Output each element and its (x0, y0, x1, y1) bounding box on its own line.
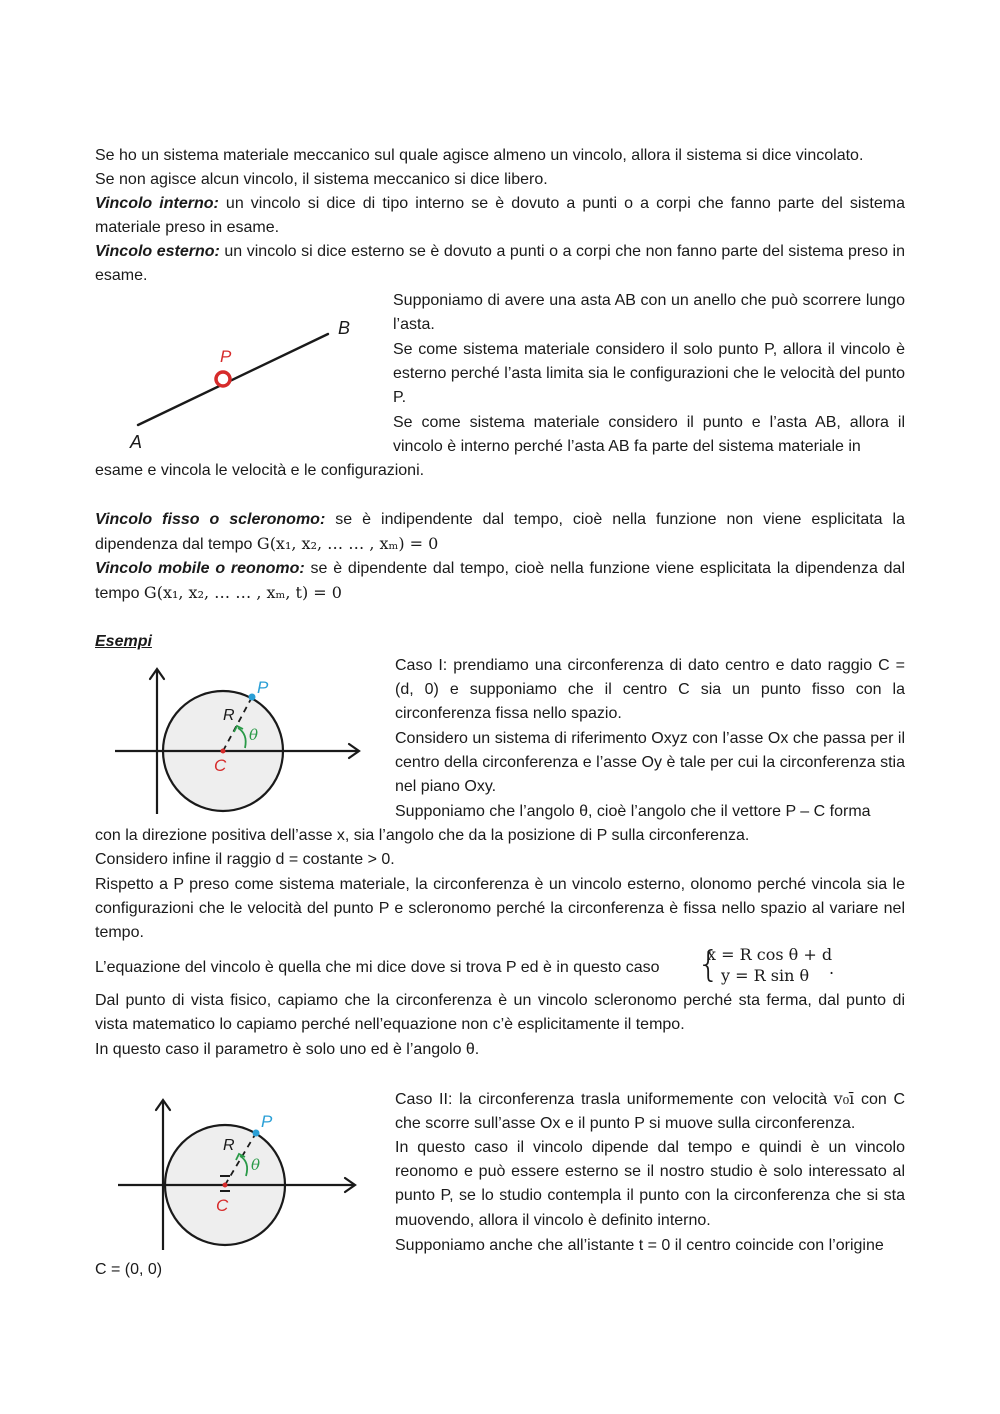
caso1-paragraph-3: Supponiamo che l’angolo θ, cioè l’angolo che il vettore P – C forma (395, 803, 871, 820)
caso2-figure (110, 1092, 370, 1262)
caso1-label-r: R (223, 707, 235, 724)
caso2-paragraph-1 (395, 1087, 905, 1136)
vincolo-fisso-text: se è indipendente dal tempo, cioè nella funzione non viene esplicitata la dipendenza dal tempo (95, 511, 905, 554)
caso2-label-r: R (223, 1137, 235, 1154)
caso2-paragraph-1-b: con C che scorre sull’asse Ox e il punto P si muove sulla circonferenza. (395, 1091, 905, 1133)
asta-paragraph-3: Se come sistema materiale considero il punto e l’asta AB, allora il vincolo è interno perché l’asta AB fa parte del sistema materiale in (393, 414, 905, 456)
caso1-paragraph-6: Dal punto di vista fisico, capiamo che la circonferenza è un vincolo scleronomo perché sta ferma, dal punto di vista matematico lo capiamo perché nell’equazione non c’è esplicitamente il tempo. (95, 992, 905, 1034)
caso1-equation-line-1: x = R cos θ + d (707, 945, 833, 964)
caso1-point-p-icon (249, 694, 256, 701)
intro-line-1: Se ho un sistema materiale meccanico sul quale agisce almeno un vincolo, allora il sistema si dice vincolato. (95, 147, 864, 164)
caso2-paragraph-1-a: Caso II: la circonferenza trasla uniformemente con velocità (395, 1091, 834, 1108)
caso2-label-c: C (216, 1196, 229, 1215)
caso2-label-p: P (261, 1112, 273, 1131)
caso2-velocity: v₀ī (833, 1089, 855, 1108)
caso1-figure (110, 662, 370, 822)
vincolo-mobile-equation: G(x₁, x₂, … … , xₘ, t) = 0 (143, 583, 342, 603)
label-p: P (220, 347, 232, 366)
caso2-paragraph-3: Supponiamo anche che all’istante t = 0 il centro coincide con l’origine (395, 1237, 884, 1254)
vincolo-interno-paragraph (95, 192, 905, 240)
caso1-paragraph-1: Caso I: prendiamo una circonferenza di dato centro e dato raggio C = (d, 0) e supponiamo che il centro C sia un punto fisso con la circonferenza fissa nello spazio. (395, 657, 905, 723)
vincolo-esterno-text: un vincolo si dice esterno se è dovuto a punti o a corpi che non fanno parte del sistema preso in esame. (95, 243, 905, 285)
esempi-heading: Esempi (95, 633, 152, 650)
asta-paragraph-1: Supponiamo di avere una asta AB con un anello che può scorrere lungo l’asta. (393, 292, 905, 334)
caso2-point-p-icon (253, 1130, 260, 1137)
caso1-paragraph-4: Considero infine il raggio d = costante > 0. (95, 851, 395, 868)
caso1-center-icon (221, 749, 226, 754)
intro-line-2: Se non agisce alcun vincolo, il sistema meccanico si dice libero. (95, 171, 548, 188)
vincolo-fisso-term: Vincolo fisso o scleronomo: (95, 511, 326, 528)
vincolo-esterno-paragraph (95, 240, 905, 288)
asta-line (138, 334, 328, 425)
caso2-label-theta: θ (251, 1156, 261, 1174)
caso1-equation-line-2: y = R sin θ (721, 966, 810, 985)
vincolo-mobile-term: Vincolo mobile o reonomo: (95, 560, 305, 577)
asta-figure (120, 310, 370, 460)
caso1-equation-dot: . (829, 959, 835, 978)
caso1-paragraph-7: In questo caso il parametro è solo uno ed è l’angolo θ. (95, 1041, 480, 1058)
label-a: A (130, 432, 143, 452)
caso1-label-c: C (214, 756, 227, 775)
caso1-paragraph-2: Considero un sistema di riferimento Oxyz con l’asse Ox che passa per il centro della circonferenza e l’asse Oy è tale per cui la circonferenza stia nel piano Oxy. (395, 730, 905, 796)
label-b: B (338, 318, 351, 338)
vincolo-fisso-equation: G(x₁, x₂, … … , xₘ) = 0 (256, 534, 439, 554)
vincolo-fisso-paragraph (95, 508, 905, 557)
asta-paragraph-2: Se come sistema materiale considero il solo punto P, allora il vincolo è esterno perché l’asta limita sia le configurazioni che le velocità del punto P. (393, 341, 905, 407)
caso2-paragraph-2: In questo caso il vincolo dipende dal tempo e quindi è un vincolo reonomo e può essere esterno se il nostro studio è solo interessato al punto P, se lo studio contempla il punto con la circonferenza che si sta muovendo, allora il vincolo è definito interno. (395, 1139, 905, 1229)
vincolo-mobile-paragraph (95, 557, 905, 606)
anello-ring-icon (216, 372, 230, 386)
caso1-paragraph-3-cont: con la direzione positiva dell’asse x, sia l’angolo che da la posizione di P sulla circonferenza. (95, 827, 750, 844)
asta-paragraph-3-cont: esame e vincola le velocità e le configurazioni. (95, 462, 425, 479)
caso1-brace-icon: { (697, 944, 720, 985)
caso1-label-p: P (257, 678, 269, 697)
caso1-equation-intro: L’equazione del vincolo è quella che mi dice dove si trova P ed è in questo caso (95, 959, 660, 976)
vincolo-interno-term: Vincolo interno: (95, 195, 219, 212)
caso1-paragraph-5: Rispetto a P preso come sistema materiale, la circonferenza è un vincolo esterno, olonomo perché vincola sia le configurazioni che le velocità del punto P e scleronomo perché la circonferenza è fissa nello spazio al variare nel tempo. (95, 876, 905, 942)
vincolo-interno-text: un vincolo si dice di tipo interno se è dovuto a punti o a corpi che fanno parte del sistema materiale preso in esame. (95, 195, 905, 237)
vincolo-esterno-term: Vincolo esterno: (95, 243, 220, 260)
caso2-center-icon (223, 1183, 228, 1188)
vincolo-mobile-text: se è dipendente dal tempo, cioè nella funzione viene esplicitata la dipendenza dal tempo (95, 560, 905, 603)
caso1-label-theta: θ (249, 726, 259, 744)
caso2-paragraph-3-cont: C = (0, 0) (95, 1261, 163, 1278)
